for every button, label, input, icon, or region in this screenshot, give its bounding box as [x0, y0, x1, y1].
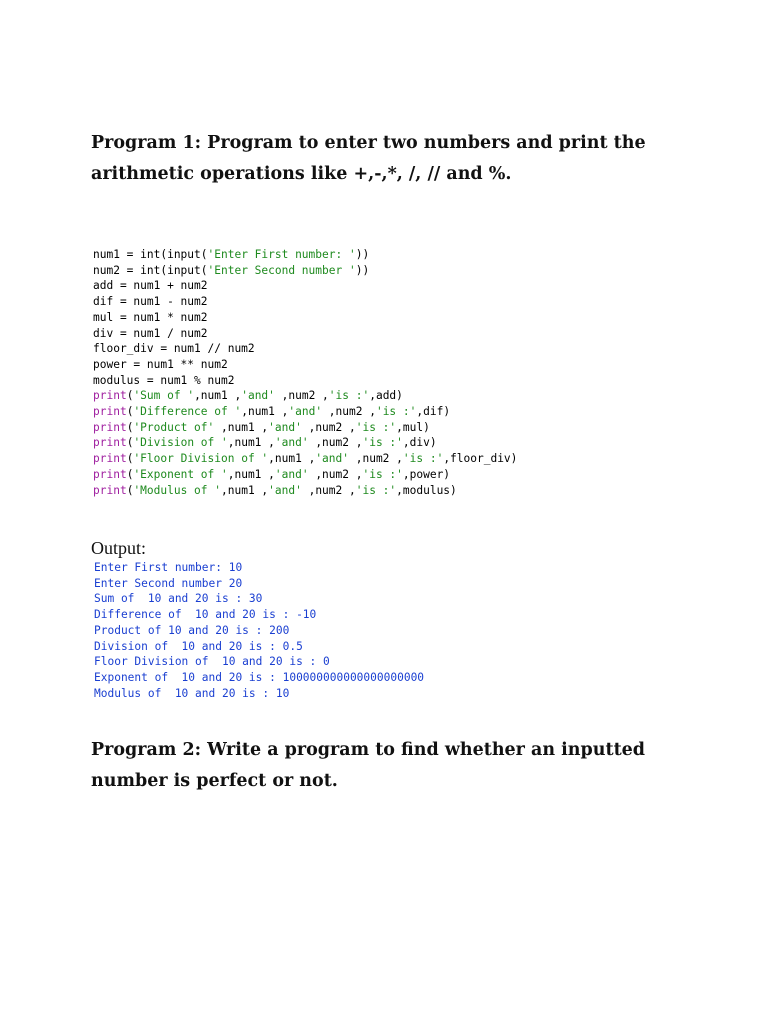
code-block: [93, 247, 517, 498]
code-line: [93, 294, 517, 310]
code-token: 'Product of': [133, 420, 215, 434]
code-token: ,power): [402, 467, 451, 481]
code-line: [93, 310, 517, 326]
program-1-heading-line-2: arithmetic operations like +,-,*, /, // and %.: [91, 164, 512, 184]
code-token: 'Sum of ': [133, 389, 195, 403]
output-line: Modulus of 10 and 20 is : 10: [94, 686, 290, 700]
code-token: 'is :': [402, 452, 444, 466]
code-token: num1 = int(input(: [93, 248, 208, 261]
code-token: 'is :': [362, 436, 403, 450]
code-token: (: [126, 452, 134, 466]
code-token: floor_div = num1 // num2: [93, 342, 255, 356]
code-line: [93, 467, 517, 483]
code-token: ,add): [369, 389, 403, 403]
code-token: power = num1 ** num2: [93, 357, 228, 371]
code-token: ,num1 ,: [268, 452, 316, 466]
code-line: [93, 263, 517, 279]
code-token: 'Division of ': [133, 436, 228, 450]
code-token: ,num1 ,: [221, 483, 269, 497]
code-token: print: [93, 389, 127, 403]
program-2-heading-line-1: Program 2: Write a program to find whether an inputted: [91, 740, 646, 760]
program-2-heading: [91, 735, 691, 797]
code-token: 'Difference of ': [133, 405, 242, 419]
code-token: ,div): [402, 436, 437, 450]
code-line: [93, 451, 517, 467]
code-line: [93, 420, 517, 436]
code-line: [93, 388, 517, 404]
code-line: [93, 373, 517, 389]
code-line: [93, 247, 517, 263]
code-token: print: [93, 436, 127, 450]
code-token: ,num1 ,: [227, 467, 275, 481]
code-token: 'and': [268, 483, 302, 497]
code-token: ,num1 ,: [194, 389, 242, 403]
code-token: div = num1 / num2: [93, 326, 208, 340]
output-line: Exponent of 10 and 20 is : 100000000000000000000: [94, 670, 425, 684]
code-token: 'is :': [375, 405, 417, 419]
code-token: mul = num1 * num2: [93, 310, 208, 324]
code-token: ,modulus): [396, 483, 457, 497]
code-line: [93, 404, 517, 420]
code-token: 'and': [274, 467, 309, 481]
output-line: Enter Second number 20: [94, 576, 243, 590]
output-block: [94, 560, 424, 701]
code-token: (: [126, 389, 134, 403]
code-token: 'and': [241, 389, 275, 403]
code-token: add = num1 + num2: [93, 279, 208, 293]
code-line: [93, 278, 517, 294]
code-token: 'is :': [328, 389, 370, 403]
code-token: (: [126, 420, 134, 434]
code-token: ,num1 ,: [241, 405, 289, 419]
code-token: ,num1 ,: [227, 436, 275, 450]
code-token: 'and': [274, 436, 309, 450]
program-1-heading: [91, 128, 691, 190]
code-token: 'is :': [362, 467, 403, 481]
code-token: (: [126, 467, 134, 481]
code-token: dif = num1 - num2: [93, 295, 208, 309]
code-token: 'Enter Second number ': [207, 263, 356, 277]
output-line: Product of 10 and 20 is : 200: [94, 623, 290, 637]
output-label: Output:: [91, 538, 147, 558]
code-line: [93, 326, 517, 342]
code-token: ,num2 ,: [349, 452, 403, 466]
code-token: )): [355, 248, 370, 261]
code-token: 'Exponent of ': [133, 467, 228, 481]
code-token: ,num2 ,: [322, 405, 376, 419]
output-line: Sum of 10 and 20 is : 30: [94, 592, 263, 606]
output-line: Difference of 10 and 20 is : -10: [94, 608, 317, 622]
program-2-heading-line-2: number is perfect or not.: [91, 771, 338, 791]
code-token: modulus = num1 % num2: [93, 373, 235, 387]
code-line: [93, 483, 517, 499]
output-line: Division of 10 and 20 is : 0.5: [94, 639, 303, 653]
code-token: num2 = int(input(: [93, 263, 208, 277]
code-token: 'and': [268, 420, 302, 434]
code-token: (: [126, 436, 134, 450]
code-token: ,num2 ,: [308, 436, 363, 450]
output-line: Enter First number: 10: [94, 561, 243, 574]
code-token: 'Modulus of ': [133, 483, 221, 497]
code-token: print: [93, 467, 127, 481]
code-token: ,floor_div): [443, 452, 518, 466]
code-line: [93, 341, 517, 357]
code-token: 'Floor Division of ': [133, 452, 269, 466]
code-token: 'Enter First number: ': [207, 248, 356, 261]
code-token: 'and': [315, 452, 349, 466]
code-token: ,num2 ,: [274, 389, 329, 403]
code-token: ,num1 ,: [214, 420, 269, 434]
code-token: print: [93, 405, 127, 419]
code-token: print: [93, 483, 127, 497]
code-token: print: [93, 452, 127, 466]
program-1-heading-line-1: Program 1: Program to enter two numbers and print the: [91, 133, 646, 153]
code-token: (: [126, 405, 134, 419]
code-token: ,num2 ,: [308, 467, 363, 481]
code-token: ,num2 ,: [301, 483, 356, 497]
code-token: )): [355, 263, 370, 277]
code-line: [93, 435, 517, 451]
code-line: [93, 357, 517, 373]
code-token: (: [126, 483, 134, 497]
code-token: ,dif): [416, 405, 451, 419]
code-token: 'is :': [355, 483, 397, 497]
output-line: Floor Division of 10 and 20 is : 0: [94, 655, 330, 669]
code-token: ,num2 ,: [301, 420, 356, 434]
code-token: 'is :': [355, 420, 397, 434]
code-token: ,mul): [396, 420, 430, 434]
code-token: print: [93, 420, 127, 434]
code-token: 'and': [288, 405, 323, 419]
